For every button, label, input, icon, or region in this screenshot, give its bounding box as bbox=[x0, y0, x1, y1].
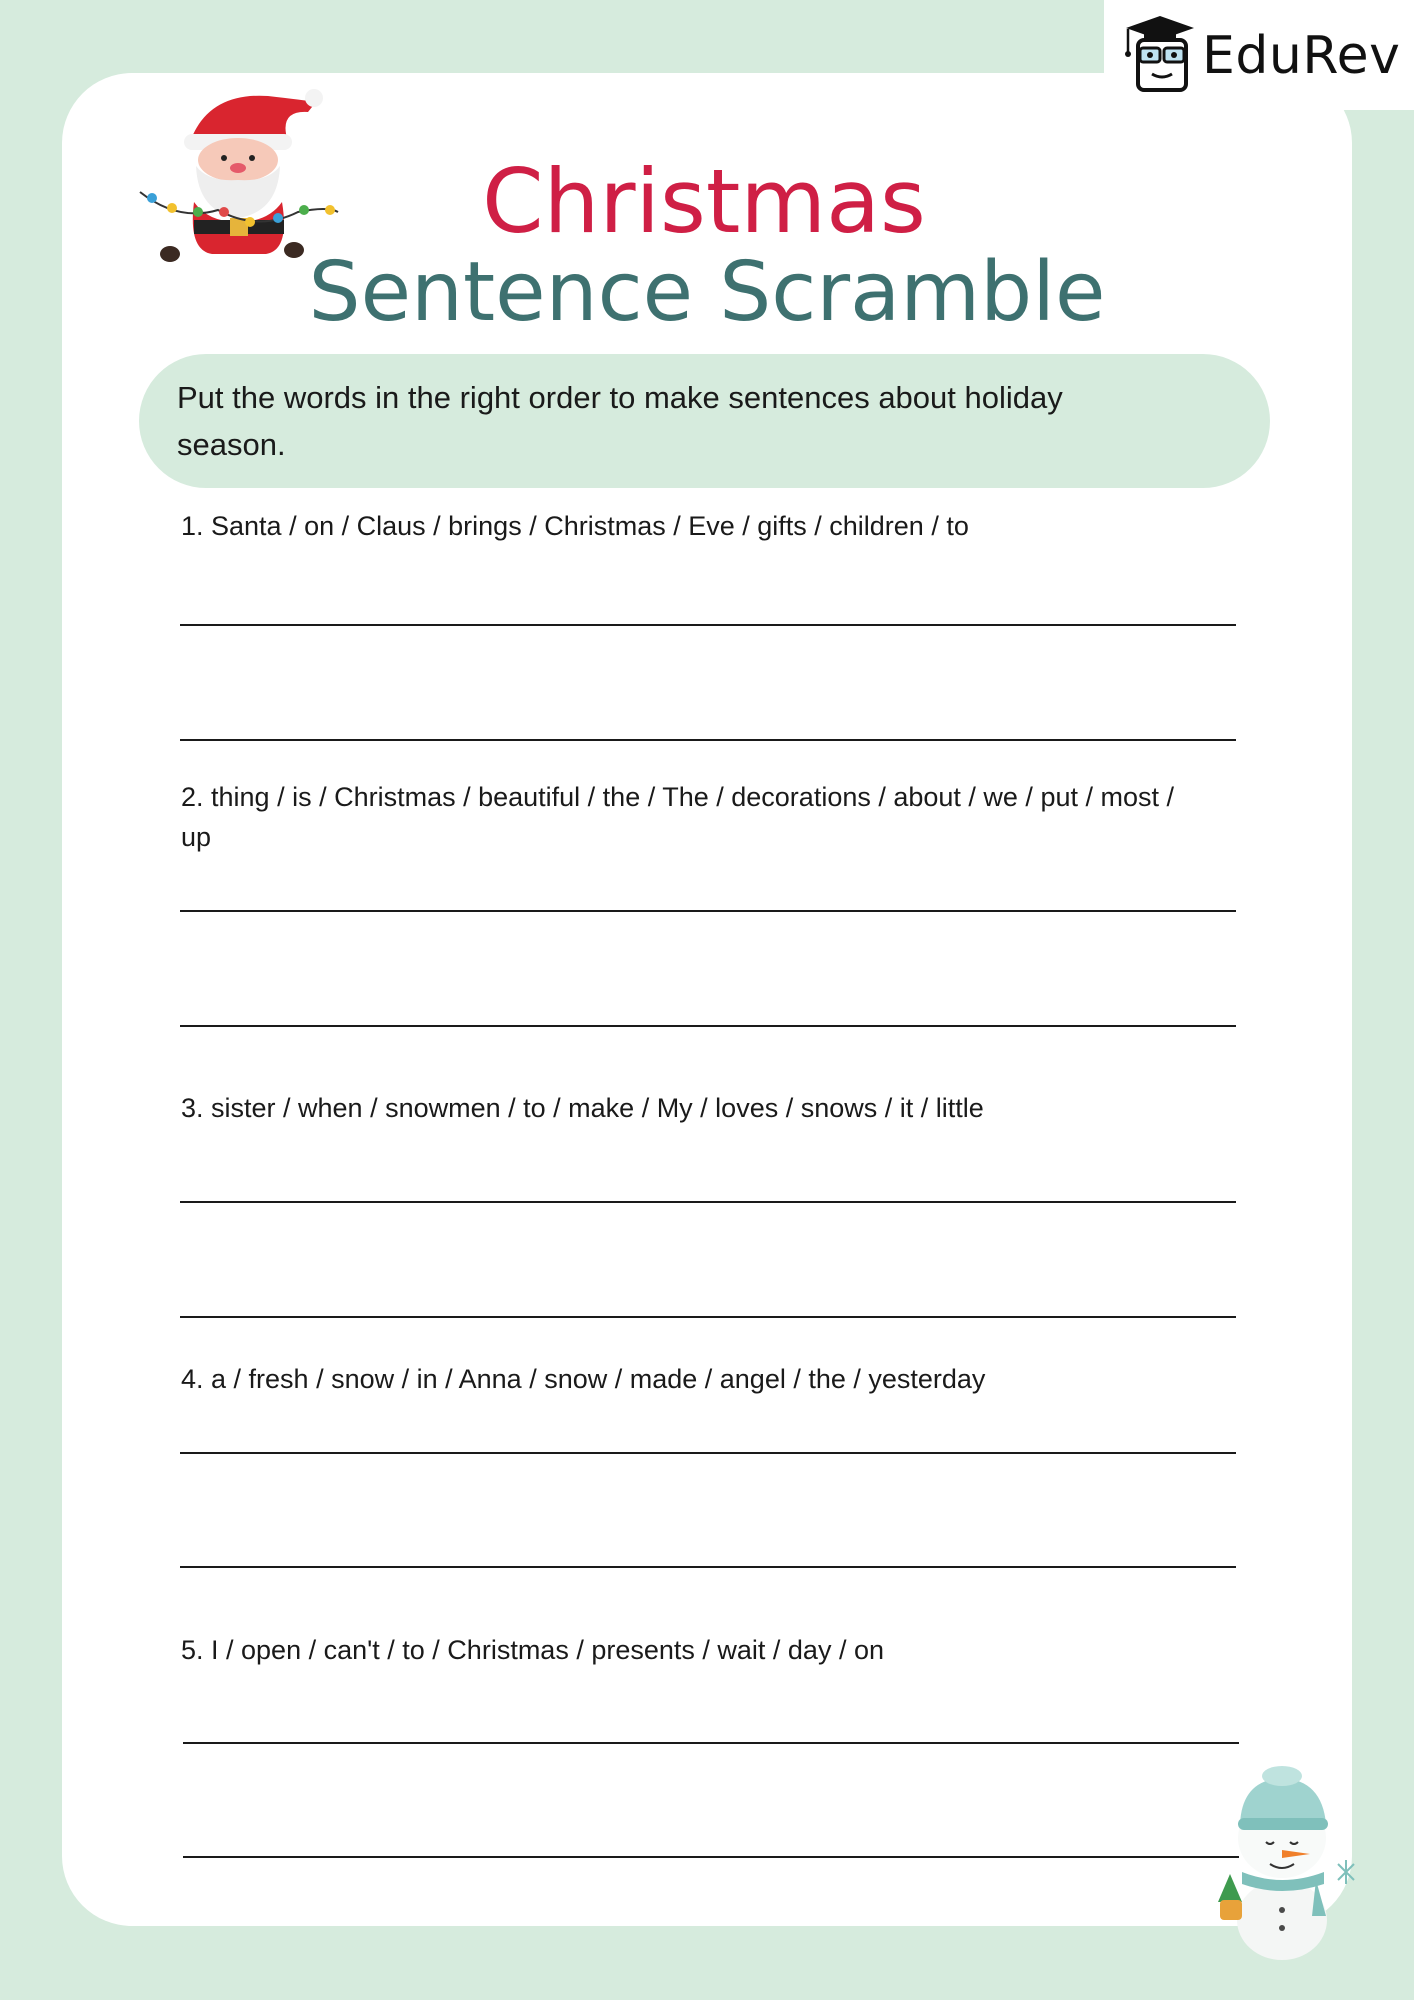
title-line-1 bbox=[0, 150, 1411, 253]
question-2: 2. thing / is / Christmas / beautiful / the / The / decorations / about / we / put / most / up bbox=[181, 782, 1174, 852]
snowman-illustration bbox=[1212, 1760, 1362, 1960]
title-line-2 bbox=[0, 245, 1414, 340]
answer-line-5b[interactable] bbox=[183, 1856, 1239, 1858]
answer-line-3a[interactable] bbox=[180, 1201, 1236, 1203]
answer-line-1b[interactable] bbox=[180, 739, 1236, 741]
question-1: 1. Santa / on / Claus / brings / Christmas / Eve / gifts / children / to bbox=[181, 511, 969, 541]
graduation-cap-mascot-icon bbox=[1116, 8, 1204, 96]
title-sentence-scramble: Sentence Scramble bbox=[308, 245, 1106, 340]
answer-line-2a[interactable] bbox=[180, 910, 1236, 912]
answer-line-2b[interactable] bbox=[180, 1025, 1236, 1027]
brand-name: EduRev bbox=[1202, 26, 1401, 86]
answer-line-1a[interactable] bbox=[180, 624, 1236, 626]
question-3: 3. sister / when / snowmen / to / make / My / loves / snows / it / little bbox=[181, 1093, 984, 1123]
answer-line-4b[interactable] bbox=[180, 1566, 1236, 1568]
question-5: 5. I / open / can't / to / Christmas / presents / wait / day / on bbox=[181, 1635, 884, 1665]
answer-line-3b[interactable] bbox=[180, 1316, 1236, 1318]
instruction-text: Put the words in the right order to make sentences about holiday season. bbox=[177, 380, 1063, 462]
instruction-box bbox=[139, 354, 1270, 488]
answer-line-4a[interactable] bbox=[180, 1452, 1236, 1454]
question-4: 4. a / fresh / snow / in / Anna / snow / made / angel / the / yesterday bbox=[181, 1364, 986, 1394]
title-christmas: Christmas bbox=[482, 150, 926, 253]
answer-line-5a[interactable] bbox=[183, 1742, 1239, 1744]
